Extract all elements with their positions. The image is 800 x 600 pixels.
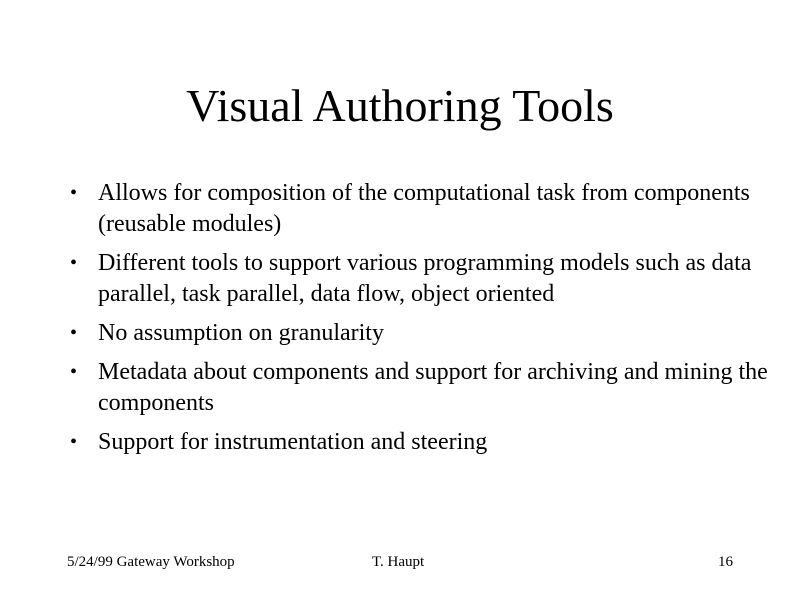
footer-date-event: 5/24/99 Gateway Workshop [67, 554, 235, 570]
bullet-text: Metadata about components and support for archiving and mining the components [98, 359, 768, 416]
bullet-text: Different tools to support various programming models such as data parallel, task parallel, data flow, object oriented [98, 250, 752, 307]
bullet-dot-icon: • [70, 431, 78, 453]
bullet-list [70, 178, 770, 466]
bullet-text: Support for instrumentation and steering [98, 429, 488, 455]
bullet-text: Allows for composition of the computational task from components (reusable modules) [98, 180, 750, 237]
bullet-item [70, 178, 770, 240]
bullet-item [70, 318, 770, 349]
bullet-dot-icon: • [70, 182, 78, 204]
bullet-item [70, 248, 770, 310]
bullet-dot-icon: • [70, 322, 78, 344]
bullet-item [70, 427, 770, 458]
bullet-item [70, 357, 770, 419]
footer-page-number: 16 [718, 554, 733, 570]
slide-footer [0, 552, 800, 572]
footer-author: T. Haupt [372, 554, 425, 570]
bullet-text: No assumption on granularity [98, 320, 384, 346]
bullet-dot-icon: • [70, 252, 78, 274]
bullet-dot-icon: • [70, 361, 78, 383]
slide-title: Visual Authoring Tools [186, 80, 614, 131]
